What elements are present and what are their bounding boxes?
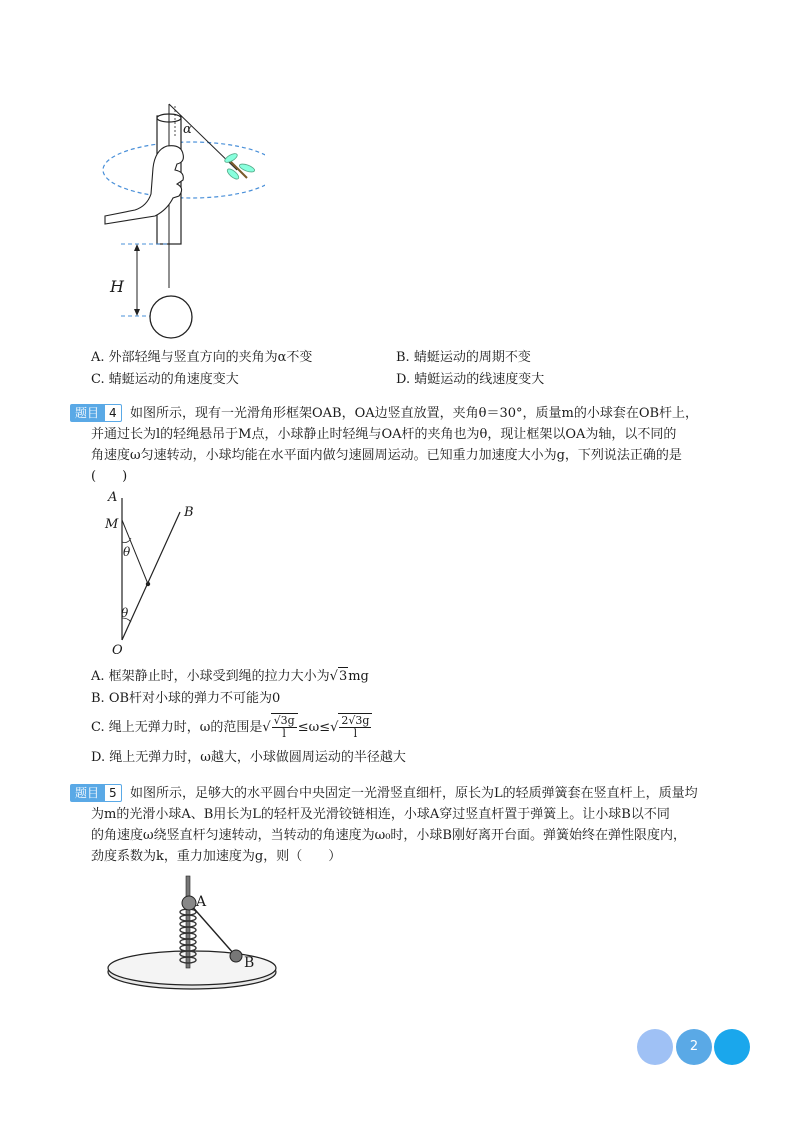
- q4-line3: 角速度ω匀速转动，小球均能在水平面内做匀速圆周运动。已知重力加速度大小为g，下列说法正确的是: [91, 448, 682, 463]
- page-badge-right: [714, 1029, 750, 1065]
- q4-option-a: [91, 667, 369, 686]
- q4-line2: 并通过长为l的轻绳悬吊于M点，小球静止时轻绳与OA杆的夹角也为θ，现让框架以OA为轴，以不同的: [91, 427, 677, 442]
- q4-option-c-root1: [271, 713, 298, 742]
- q4-line1: 如图所示，现有一光滑角形框架OAB，OA边竖直放置，夹角θ＝30°，质量m的小球套在OB杆上，: [130, 406, 699, 421]
- q5-line1: 如图所示，足够大的水平圆台中央固定一光滑竖直细杆，原长为L的轻质弹簧套在竖直杆上，质量均: [130, 786, 698, 801]
- label-alpha: α: [183, 122, 192, 137]
- label-H: H: [110, 277, 124, 296]
- page-badge-left: [637, 1029, 673, 1065]
- q5-tag: [70, 784, 122, 802]
- q3-option-a: A. 外部轻绳与竖直方向的夹角为α不变: [91, 350, 313, 365]
- q4-option-d: D. 绳上无弹力时，ω越大，小球做圆周运动的半径越大: [91, 750, 406, 765]
- q4-option-c-root2: [338, 713, 372, 742]
- q3-option-b: B. 蜻蜓运动的周期不变: [396, 350, 531, 365]
- label-A: A: [108, 490, 118, 505]
- q4-option-c-pre: C. 绳上无弹力时，ω的范围是: [91, 720, 263, 735]
- label-B: B: [184, 505, 194, 520]
- frac1-num: √3g: [273, 714, 295, 727]
- q4-option-a-pre: A. 框架静止时，小球受到绳的拉力大小为: [91, 669, 330, 684]
- sqrt-sign: √: [329, 669, 338, 684]
- label-theta-1: θ: [123, 545, 131, 559]
- frac2-num: 2√3g: [341, 714, 370, 727]
- q5-line2: 为m的光滑小球A、B用长为L的轻杆及光滑铰链相连，小球A穿过竖直杆置于弹簧上。让小球B以不同: [91, 807, 670, 822]
- q3-option-d: D. 蜻蜓运动的线速度变大: [396, 372, 545, 387]
- label-ball-B: B: [244, 955, 255, 971]
- figure-dragonfly-rod: [95, 98, 265, 343]
- label-O: O: [112, 643, 123, 658]
- frac1-den: l: [282, 727, 286, 740]
- q5-line3: 的角速度ω绕竖直杆匀速转动，当转动的角速度为ω₀时，小球B刚好离开台面。弹簧始终在弹性限度内，: [91, 828, 686, 843]
- q4-option-a-post: mg: [348, 669, 369, 684]
- q4-tag-label: 题目: [70, 404, 104, 422]
- q4-paren: ( ): [91, 469, 128, 484]
- frac2-den: l: [353, 727, 358, 740]
- label-M: M: [105, 517, 119, 532]
- q5-tag-number: 5: [104, 784, 122, 802]
- q3-option-c: C. 蜻蜓运动的角速度变大: [91, 372, 239, 387]
- q5-tag-label: 题目: [70, 784, 104, 802]
- q5-line4: 劲度系数为k，重力加速度为g，则（ ）: [91, 849, 342, 864]
- label-theta-2: θ: [121, 606, 129, 620]
- page-number: 2: [689, 1039, 699, 1054]
- q4-option-a-radicand: 3: [338, 669, 348, 684]
- q4-option-c-frac2: [339, 715, 371, 740]
- q4-tag: [70, 404, 122, 422]
- figure-disk-spring: [100, 872, 290, 992]
- q4-option-c: C. 绳上无弹力时，ω的范围是√ $\frac{√3g}{l}$ ≤ω≤√ $\frac{2√3g}{l}$: [91, 713, 372, 742]
- label-ball-A: A: [196, 894, 207, 910]
- q4-option-c-frac1: [272, 715, 297, 740]
- dragonfly-icon: [223, 152, 255, 181]
- q4-option-b: B. OB杆对小球的弹力不可能为0: [91, 691, 281, 706]
- q4-tag-number: 4: [104, 404, 122, 422]
- q4-option-c-mid: ≤ω≤: [297, 720, 331, 735]
